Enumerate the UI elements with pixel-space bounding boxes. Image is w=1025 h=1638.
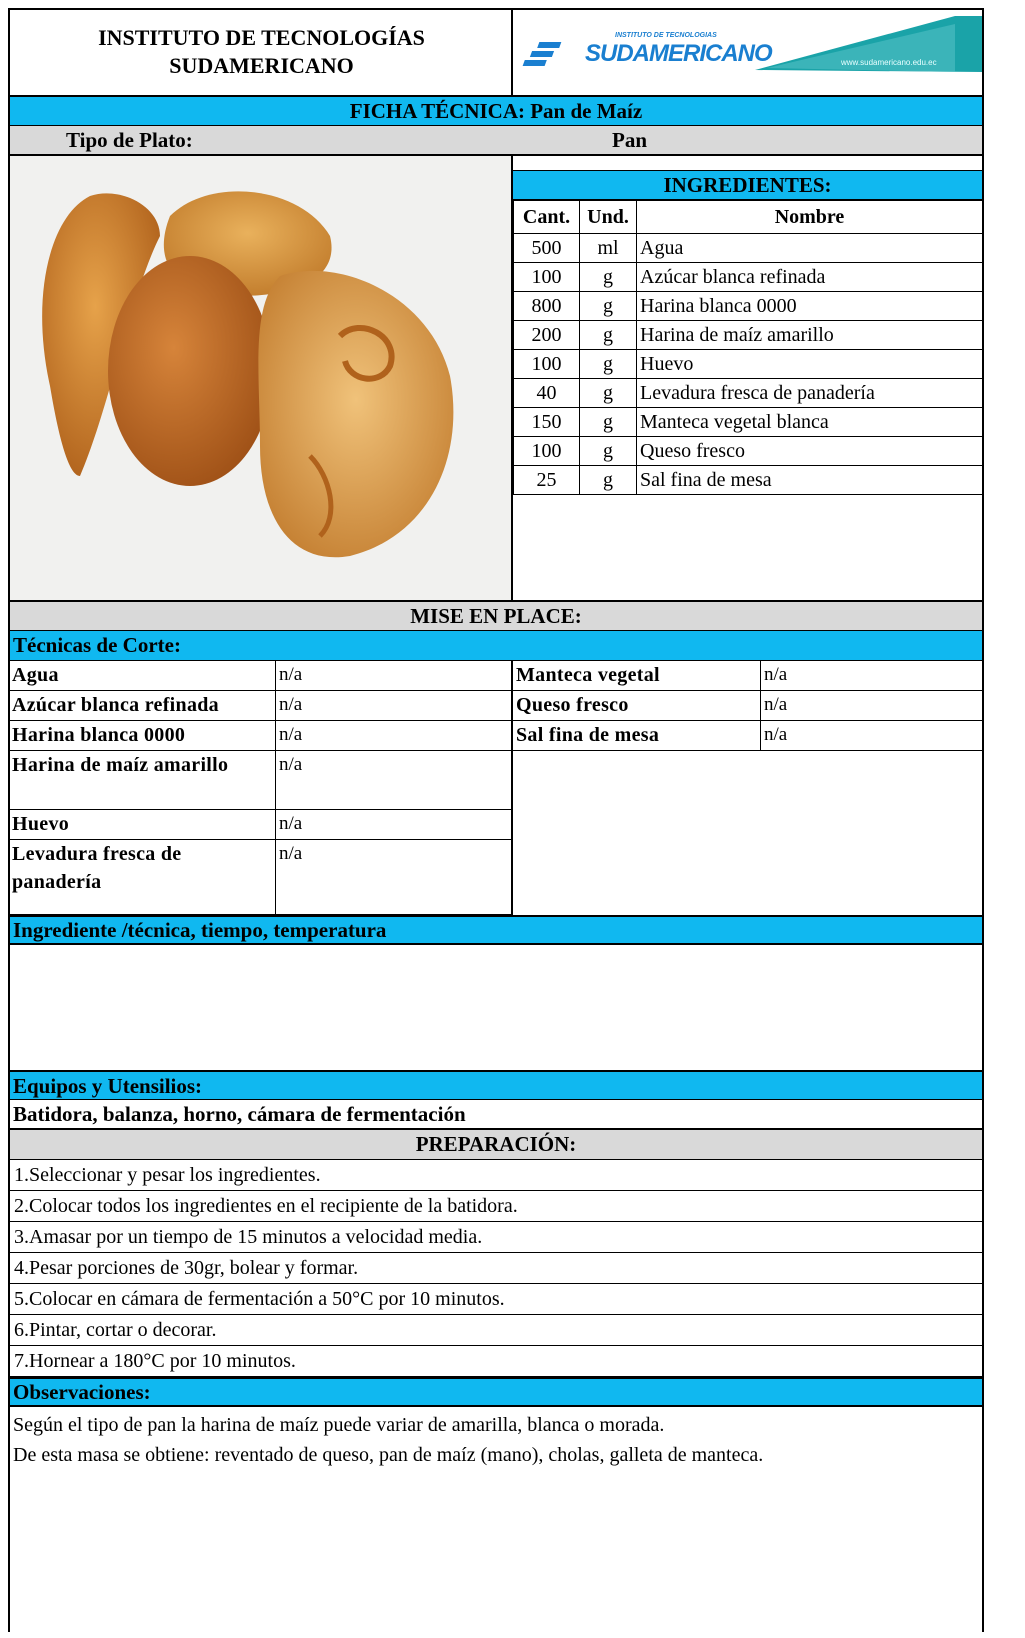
- institute-name: [10, 24, 513, 80]
- ingredient-qty: 100: [514, 437, 580, 466]
- equipment-title: [10, 1070, 982, 1100]
- mise-ingredient-name: Queso fresco: [513, 691, 761, 721]
- ingredient-row: [514, 408, 983, 437]
- observations-title: [10, 1377, 982, 1407]
- sheet-title-text: FICHA TÉCNICA: Pan de Maíz: [349, 99, 643, 123]
- preparation-title: [10, 1130, 982, 1160]
- mise-technique-value: n/a: [276, 661, 511, 691]
- ingredient-qty: 200: [514, 321, 580, 350]
- mise-technique-value: n/a: [761, 661, 982, 691]
- ingredient-qty: 500: [514, 234, 580, 263]
- ingredient-name: Sal fina de mesa: [637, 466, 983, 495]
- ingredients-table: [513, 200, 982, 495]
- col-name: Nombre: [637, 201, 983, 234]
- mise-technique-value: n/a: [761, 691, 982, 721]
- ingredient-name: Queso fresco: [637, 437, 983, 466]
- preparation-step: 5.Colocar en cámara de fermentación a 50°C por 10 minutos.: [10, 1284, 982, 1315]
- dish-type-value: Pan: [612, 128, 648, 152]
- institute-line-2: SUDAMERICANO: [169, 53, 354, 78]
- ingredient-qty: 25: [514, 466, 580, 495]
- ingredient-name: Agua: [637, 234, 983, 263]
- ingredients-header-row: [514, 201, 983, 234]
- observation-line: Según el tipo de pan la harina de maíz puede variar de amarilla, blanca o morada.: [13, 1414, 665, 1436]
- ingredient-qty: 100: [514, 350, 580, 379]
- mise-technique-value: n/a: [276, 721, 511, 751]
- ingredient-name: Harina de maíz amarillo: [637, 321, 983, 350]
- preparation-step: 3.Amasar por un tiempo de 15 minutos a velocidad media.: [10, 1222, 982, 1253]
- ingredient-qty: 40: [514, 379, 580, 408]
- preparation-step: 6.Pintar, cortar o decorar.: [10, 1315, 982, 1346]
- mise-ingredient-name: Levadura fresca de panadería: [10, 840, 276, 915]
- equipment-value: [10, 1100, 982, 1130]
- cut-techniques-title: [10, 631, 982, 661]
- mise-technique-value: n/a: [276, 810, 511, 840]
- ingredient-row: [514, 437, 983, 466]
- dish-type-label: Tipo de Plato:: [66, 128, 193, 152]
- mise-ingredient-name: Manteca vegetal: [513, 661, 761, 691]
- ingredients-title: [513, 170, 982, 200]
- mise-technique-value: n/a: [761, 721, 982, 751]
- ingredient-unit: g: [580, 292, 637, 321]
- ingredient-row: [514, 263, 983, 292]
- ingredient-row: [514, 292, 983, 321]
- mise-ingredient-name: Harina blanca 0000: [10, 721, 276, 751]
- observations-title-text: Observaciones:: [13, 1380, 151, 1404]
- technique-title-text: Ingrediente /técnica, tiempo, temperatura: [13, 918, 387, 942]
- ingredient-qty: 100: [514, 263, 580, 292]
- mise-ingredient-name: Sal fina de mesa: [513, 721, 761, 751]
- ingredient-unit: g: [580, 350, 637, 379]
- ingredients-title-text: INGREDIENTES:: [663, 173, 832, 197]
- preparation-step: 7.Hornear a 180°C por 10 minutos.: [10, 1346, 982, 1377]
- recipe-sheet: [8, 8, 984, 1632]
- equipment-value-text: Batidora, balanza, horno, cámara de fermentación: [13, 1102, 466, 1126]
- preparation-step: 2.Colocar todos los ingredientes en el recipiente de la batidora.: [10, 1191, 982, 1222]
- header-divider: [511, 10, 513, 95]
- mise-en-place-title: [10, 600, 982, 631]
- mise-technique-value: n/a: [276, 751, 511, 810]
- logo-brand-text: SUDAMERICANO: [585, 40, 772, 67]
- mise-divider: [511, 661, 513, 915]
- ingredient-qty: 150: [514, 408, 580, 437]
- institute-line-1: INSTITUTO DE TECNOLOGÍAS: [98, 25, 425, 50]
- ingredient-name: Levadura fresca de panadería: [637, 379, 983, 408]
- ingredient-row: [514, 321, 983, 350]
- ingredient-row: [514, 466, 983, 495]
- equipment-title-text: Equipos y Utensilios:: [13, 1074, 203, 1098]
- ingredient-qty: 800: [514, 292, 580, 321]
- ingredient-name: Huevo: [637, 350, 983, 379]
- ingredient-name: Manteca vegetal blanca: [637, 408, 983, 437]
- logo-url-text: www.sudamericano.edu.ec: [841, 58, 937, 67]
- mise-ingredient-name: Azúcar blanca refinada: [10, 691, 276, 721]
- col-unit: Und.: [580, 201, 637, 234]
- observation-line: De esta masa se obtiene: reventado de queso, pan de maíz (mano), cholas, galleta de manteca.: [13, 1444, 764, 1466]
- ingredient-row: [514, 379, 983, 408]
- ingredient-unit: g: [580, 408, 637, 437]
- mise-en-place-title-text: MISE EN PLACE:: [410, 604, 582, 628]
- dish-photo: [10, 156, 511, 600]
- sheet-title: [10, 95, 982, 126]
- preparation-step: 1.Seleccionar y pesar los ingredientes.: [10, 1160, 982, 1191]
- mise-ingredient-name: Huevo: [10, 810, 276, 840]
- ingredient-name: Harina blanca 0000: [637, 292, 983, 321]
- mise-ingredient-name: Agua: [10, 661, 276, 691]
- ingredient-row: [514, 350, 983, 379]
- preparation-step: 4.Pesar porciones de 30gr, bolear y formar.: [10, 1253, 982, 1284]
- cut-techniques-title-text: Técnicas de Corte:: [13, 633, 181, 657]
- ingredient-unit: g: [580, 466, 637, 495]
- ingredient-unit: g: [580, 321, 637, 350]
- logo-small-text: INSTITUTO DE TECNOLOGIAS: [615, 32, 717, 39]
- institute-logo: [515, 10, 982, 95]
- technique-title: [10, 915, 982, 945]
- col-qty: Cant.: [514, 201, 580, 234]
- ingredient-name: Azúcar blanca refinada: [637, 263, 983, 292]
- preparation-title-text: PREPARACIÓN:: [415, 1132, 577, 1156]
- mise-technique-value: n/a: [276, 691, 511, 721]
- ingredient-unit: g: [580, 263, 637, 292]
- ingredient-unit: ml: [580, 234, 637, 263]
- mise-ingredient-name: Harina de maíz amarillo: [10, 751, 276, 810]
- dish-type-row: [10, 126, 982, 156]
- ingredient-unit: g: [580, 437, 637, 466]
- ingredient-row: [514, 234, 983, 263]
- ingredient-unit: g: [580, 379, 637, 408]
- mise-technique-value: n/a: [276, 840, 511, 915]
